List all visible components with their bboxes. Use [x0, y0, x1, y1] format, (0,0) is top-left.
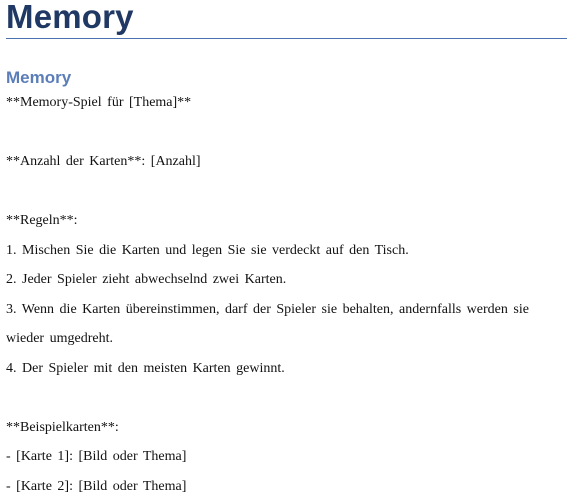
rule-item-2: 2. Jeder Spieler zieht abwechselnd zwei Karten. [6, 272, 287, 287]
body-line-example-cards-heading: **Beispielkarten**: [6, 419, 119, 435]
body-line-rules-heading: **Regeln**: [6, 213, 78, 228]
blank-line [6, 118, 546, 148]
section-heading: Memory [6, 68, 72, 87]
example-card-2: - [Karte 2]: [Bild oder Thema] [6, 478, 187, 494]
rule-item-3: 3. Wenn die Karten übereinstimmen, darf der Spieler sie behalten, andernfalls werden sie [6, 301, 529, 317]
body-line-card-count: **Anzahl der Karten**: [Anzahl] [6, 154, 201, 169]
example-card-1: - [Karte 1]: [Bild oder Thema] [6, 449, 187, 464]
blank-line [6, 383, 546, 413]
title-underline-rule [6, 38, 567, 39]
rule-item-3-continued: wieder umgedreht. [6, 331, 113, 346]
body-line-game-title: **Memory-Spiel für [Thema]** [6, 95, 192, 110]
document-body [6, 88, 546, 501]
blank-line [6, 177, 546, 207]
rule-item-1: 1. Mischen Sie die Karten und legen Sie sie verdeckt auf den Tisch. [6, 242, 409, 258]
rule-item-4: 4. Der Spieler mit den meisten Karten gewinnt. [6, 360, 285, 376]
document-title: Memory [6, 0, 134, 35]
